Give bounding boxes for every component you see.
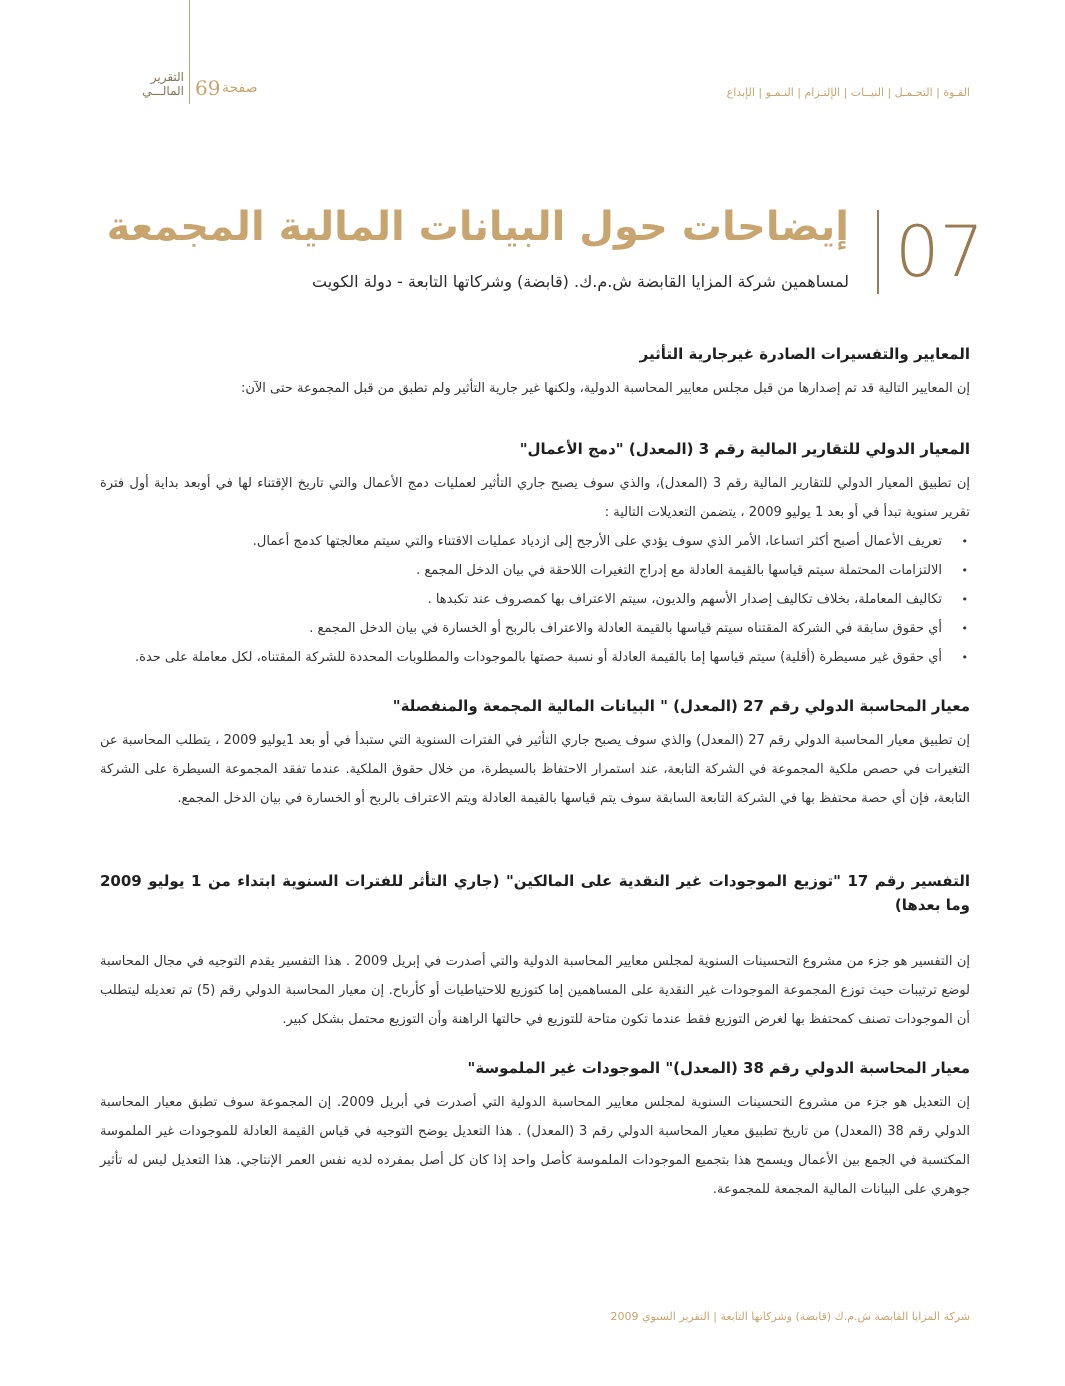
section-number: 07 (895, 211, 985, 293)
list-item: • تعريف الأعمال أصبح أكثر اتساعا، الأمر الذي سوف يؤدي على الأرجح إلى ازدياد عمليات الاقتناء والتي سيتم معالجتها كدمج أعمال. (100, 527, 942, 556)
heading-ifrs-3: المعيار الدولي للتقارير المالية رقم 3 (المعدل) "دمج الأعمال" (519, 440, 970, 458)
page-number: 69 (195, 76, 221, 100)
page-word: صفحة (222, 80, 258, 96)
report-label-line1: التقرير (150, 70, 184, 84)
section-number-divider (877, 210, 879, 294)
paragraph-standards-not-effective: إن المعايير التالية قد تم إصدارها من قبل مجلس معايير المحاسبة الدولية، ولكنها غير جارية التأثير ولم تطبق من قبل المجموعة حتى الآن: (240, 381, 970, 396)
heading-ifric-17: التفسير رقم 17 "توزيع الموجودات غير النقدية على المالكين" (جاري التأثر للفترات السنوية ابتداء من 1 يوليو 2009 وما بعدها) (100, 872, 970, 914)
list-item: • أي حقوق سابقة في الشركة المقتناه سيتم قياسها بالقيمة العادلة والاعتراف بالربح أو الخسارة في بيان الدخل المجمع . (100, 614, 942, 643)
paragraph-ias-27: إن تطبيق معيار المحاسبة الدولي رقم 27 (المعدل) والذي سوف يصبح جاري التأثير في الفترات السنوية التي ستبدأ في أو بعد 1يوليو 2009 ، يتطلب المحاسبة عن التغيرات في حصص ملكية المجموعة في الشركة التابعة، عند استمرار الاحتفاظ بالسيطرة، من خلال حقوق الملكية. عندما تفقد المجموعة السيطرة على الشركة التابعة، فإن أي حصة محتفظ بها في الشركة التابعة السابقة سوف يتم قياسها بالقيمة العادلة ويتم الاعتراف بالربح أو الخسارة في بيان الدخل المجمع. (100, 733, 970, 806)
report-label-line2: المالـــي (142, 84, 184, 98)
paragraph-ifrs-3: إن تطبيق المعيار الدولي للتقارير المالية رقم 3 (المعدل)، والذي سوف يصبح جاري التأثير لعمليات دمج الأعمال والتي تاريخ الإقتناء لها في أوبعد بداية أول فترة تقرير سنوية تبدأ في أو بعد 1 يوليو 2009 ، يتضمن التعديلات التالية : (100, 476, 970, 520)
page-subtitle: لمساهمين شركة المزايا القابضة ش.م.ك. (قابضة) وشركاتها التابعة - دولة الكويت (311, 272, 849, 291)
ifrs-3-bullet-list (100, 527, 970, 672)
page-title: إيضاحات حول البيانات المالية المجمعة (106, 204, 849, 250)
list-item: • الالتزامات المحتملة سيتم قياسها بالقيمة العادلة مع إدراج التغيرات اللاحقة في بيان الدخل المجمع . (100, 556, 942, 585)
report-label (118, 70, 184, 98)
heading-ias-27: معيار المحاسبة الدولي رقم 27 (المعدل) " البيانات المالية المجمعة والمنفصلة" (392, 697, 970, 715)
list-item: • تكاليف المعاملة، بخلاف تكاليف إصدار الأسهم والديون، سيتم الاعتراف بها كمصروف عند تكبدها . (100, 585, 942, 614)
list-item: • أي حقوق غير مسيطرة (أقلية) سيتم قياسها إما بالقيمة العادلة أو نسبة حصتها بالموجودات والمطلوبات المحددة للشركة المقتناه، لكل معاملة على حدة. (100, 643, 942, 672)
main-content (100, 342, 970, 1204)
heading-ias-38: معيار المحاسبة الدولي رقم 38 (المعدل)" الموجودات غير الملموسة" (467, 1059, 970, 1077)
paragraph-ifric-17: إن التفسير هو جزء من مشروع التحسينات السنوية لمجلس معايير المحاسبة الدولية والتي أصدرت في إبريل 2009 . هذا التفسير يقدم التوجيه في مجال المحاسبة لوضع ترتيبات حيث توزع المجموعة الموجودات غير النقدية على المساهمين إما كتوزيع للاحتياطيات أو كأرباح. إن معيار المحاسبة الدولي رقم (5) تم تعديله ليتطلب أن الموجودات تصنف كمحتفظ بها لغرض التوزيع فقط عندما تكون متاحة للتوزيع في حالتها الراهنة وأن التوزيع محتمل بشكل كبير. (100, 954, 970, 1027)
paragraph-ias-38: إن التعديل هو جزء من مشروع التحسينات السنوية لمجلس معايير المحاسبة الدولية التي أصدرت في أبريل 2009. إن المجموعة سوف تطبق معيار المحاسبة الدولي رقم 38 (المعدل) من تاريخ تطبيق معيار المحاسبة الدولي رقم 3 (المعدل) . هذا التعديل يوضح التوجيه في قياس القيمة العادلة للموجودات غير الملموسة المكتسبة في الجمع بين الأعمال ويسمح هذا بتجميع الموجودات الملموسة كأصل واحد إذا كان كل أصل بمفرده لديه نفس العمر الإنتاجي. هذا التعديل ليس له تأثير جوهري على البيانات المالية المجمعة للمجموعة. (100, 1095, 970, 1197)
heading-standards-not-effective: المعايير والتفسيرات الصادرة غيرجارية التأثير (639, 345, 970, 363)
header-divider-line (189, 0, 190, 104)
page-footer: شركة المزايا القابضة ش.م.ك (قابضة) وشركاتها التابعة | التقرير السنوي 2009 (610, 1310, 970, 1323)
values-nav: القـوة | التحـمـل | النيــات | الإلتـزام | النـمـو | الإبداع (726, 86, 970, 99)
